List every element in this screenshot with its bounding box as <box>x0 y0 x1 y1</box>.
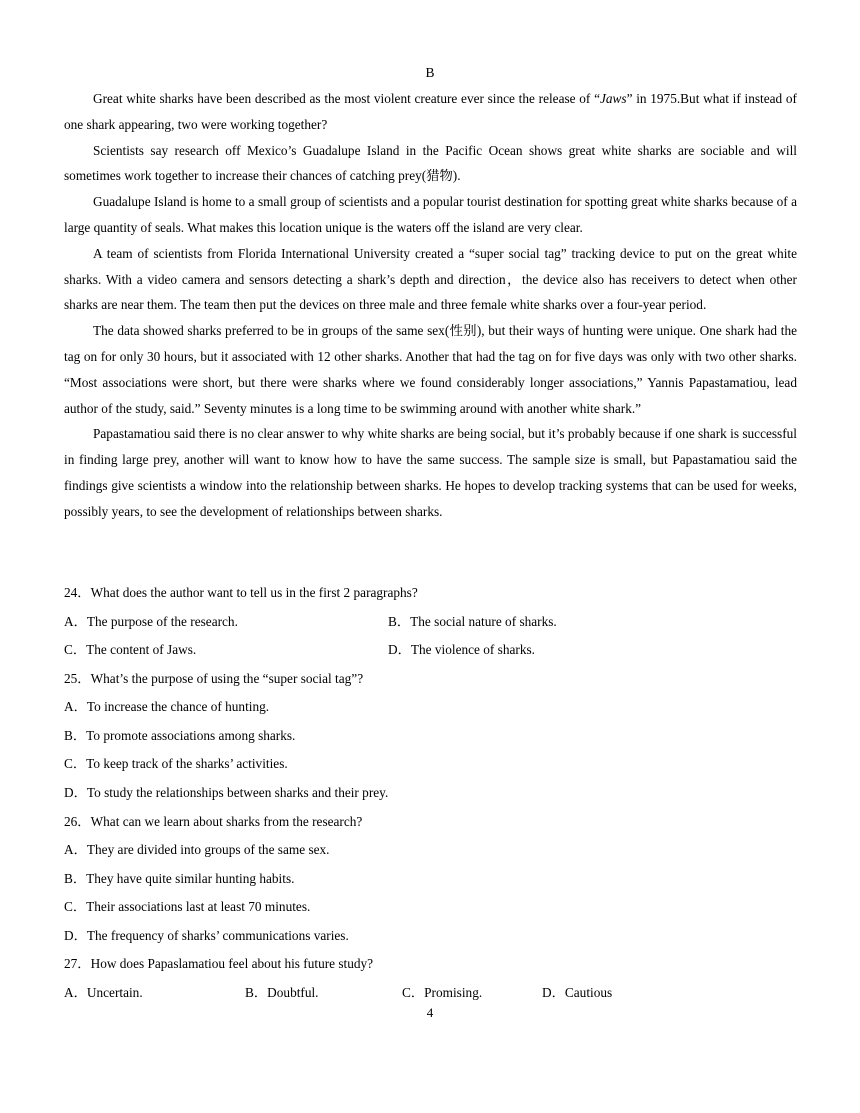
page-number: 4 <box>426 1005 434 1020</box>
option-a: A．Uncertain. <box>64 984 143 1000</box>
question-stem: 24．What does the author want to tell us in the first 2 paragraphs? <box>64 585 418 600</box>
option-c: C．Their associations last at least 70 minutes. <box>64 899 311 915</box>
option-b: B．The social nature of sharks. <box>388 613 557 629</box>
option-b: B．They have quite similar hunting habits. <box>64 870 295 886</box>
option-d: D．To study the relationships between sharks and their prey. <box>64 784 389 800</box>
question-stem: 26．What can we learn about sharks from the research? <box>64 813 363 829</box>
question-stem: 25．What’s the purpose of using the “super social tag”? <box>64 670 364 686</box>
option-b: B．To promote associations among sharks. <box>64 727 296 743</box>
option-b: B．Doubtful. <box>245 984 319 1000</box>
question-list <box>64 582 797 1011</box>
question-24 <box>64 582 797 668</box>
option-row <box>64 611 797 640</box>
p1-text-end: ” in 1975.But what if instead of one shark appearing, two were working together? <box>64 91 797 132</box>
option-c: C．The content of Jaws. <box>64 642 197 658</box>
option-c: C．Promising. <box>402 984 483 1000</box>
option-row <box>64 639 797 668</box>
p1-italic-title: Jaws <box>599 91 627 106</box>
option-d: D．Cautious <box>542 984 613 1000</box>
reading-passage <box>64 86 797 525</box>
passage-paragraph-2: Scientists say research off Mexico’s Guadalupe Island in the Pacific Ocean shows great white sharks are sociable and will sometimes work together to increase their chances of catching prey(猎物). <box>64 142 797 184</box>
passage-paragraph-3: Guadalupe Island is home to a small group of scientists and a popular tourist destination for spotting great white sharks because of a large quantity of seals. What makes this location unique is the waters off the island are very clear. <box>64 194 797 235</box>
passage-paragraph-5: The data showed sharks preferred to be in groups of the same sex(性别), but their ways of hunting were unique. One shark had the tag on for only 30 hours, but it associated with 12 other sharks. Another that had the tag on for five days was only with two other sharks. “Most associations were short, but there were sharks where we found considerably longer associations,” Yannis Papastamatiou, lead author of the study, said.” Seventy minutes is a long time to be swimming around with another white shark.” <box>64 323 797 416</box>
option-a: A．The purpose of the research. <box>64 613 238 629</box>
passage-paragraph-6: Papastamatiou said there is no clear answer to why white sharks are being social, but it’s probably because if one shark is successful in finding large prey, another will want to know how to have the same success. The sample size is small, but Papastamatiou said the findings give scientists a window into the relationship between sharks. He hopes to develop tracking systems that can be used for weeks, possibly years, to see the development of relationships between sharks. <box>64 426 797 519</box>
question-27 <box>64 953 797 1010</box>
passage-paragraph-4: A team of scientists from Florida International University created a “super social tag” tracking device to put on the great white sharks. With a video camera and sensors detecting a shark’s depth and direction，the device also has receivers to detect when other sharks are near them. The team then put the devices on three male and three female white sharks over a four-year period. <box>64 245 797 313</box>
option-a: A．To increase the chance of hunting. <box>64 699 270 715</box>
option-d: D．The frequency of sharks’ communications varies. <box>64 927 349 943</box>
question-26 <box>64 811 797 954</box>
question-25 <box>64 668 797 811</box>
p1-text-start: Great white sharks have been described as the most violent creature ever since the release of “ <box>93 91 600 106</box>
option-a: A．They are divided into groups of the same sex. <box>64 842 330 858</box>
question-stem: 27．How does Papaslamatiou feel about his future study? <box>64 956 374 972</box>
passage-paragraph-1 <box>64 86 797 138</box>
option-d: D．The violence of sharks. <box>388 642 535 658</box>
option-c: C．To keep track of the sharks’ activities. <box>64 756 288 772</box>
section-heading: B <box>425 65 435 80</box>
